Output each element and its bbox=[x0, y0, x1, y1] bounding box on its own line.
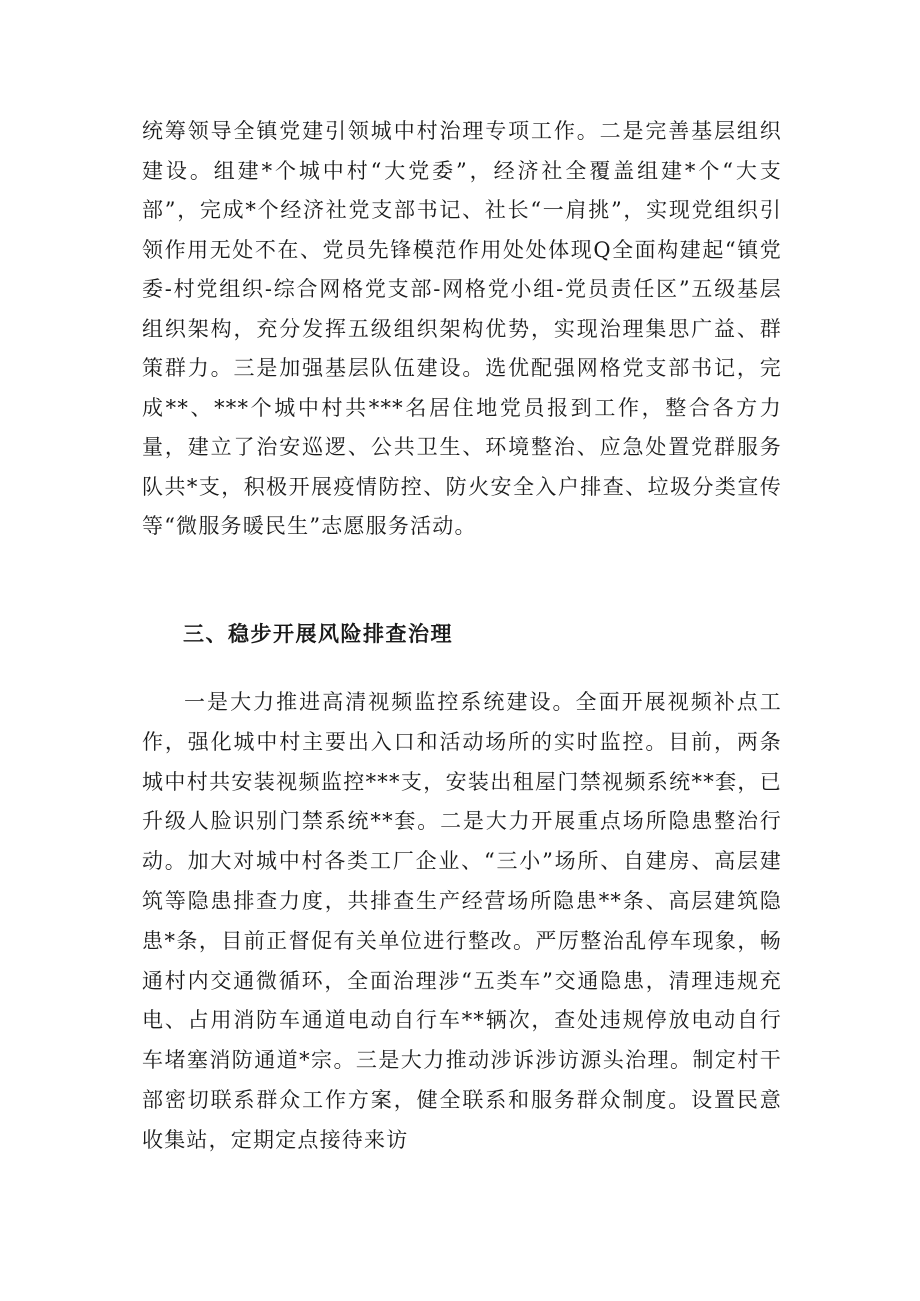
section-heading: 三、稳步开展风险排查治理 bbox=[183, 622, 453, 646]
body-paragraph-1: 统筹领导全镇党建引领城中村治理专项工作。二是完善基层组织建设。组建*个城中村“大党委”，经济社全覆盖组建*个“大支部”，完成*个经济社党支部书记、社长“一肩挑”，实现党组织引领作用无处不在、党员先锋模范作用处处体现Q全面构建起“镇党委-村党组织-综合网格党支部-网格党小组-党员责任区”五级基层组织架构，充分发挥五级组织架构优势，实现治理集思广益、群策群力。三是加强基层队伍建设。选优配强网格党支部书记，完成**、***个城中村共***名居住地党员报到工作，整合各方力量，建立了治安巡逻、公共卫生、环境整治、应急处置党群服务队共*支，积极开展疫情防控、防火安全入户排查、垃圾分类宣传等“微服务暖民生”志愿服务活动。 bbox=[142, 119, 782, 538]
body-paragraph-2: 一是大力推进高清视频监控系统建设。全面开展视频补点工作，强化城中村主要出入口和活动场所的实时监控。目前，两条城中村共安装视频监控***支，安装出租屋门禁视频系统**套，已升级人脸识别门禁系统**套。二是大力开展重点场所隐患整治行动。加大对城中村各类工厂企业、“三小”场所、自建房、高层建筑等隐患排查力度，共排查生产经营场所隐患**条、高层建筑隐患*条，目前正督促有关单位进行整改。严厉整治乱停车现象，畅通村内交通微循环，全面治理涉“五类车”交通隐患，清理违规充电、占用消防车通道电动自行车**辆次，查处违规停放电动自行车堵塞消防通道*宗。三是大力推动涉诉涉访源头治理。制定村干部密切联系群众工作方案，健全联系和服务群众制度。设置民意收集站，定期定点接待来访 bbox=[142, 690, 782, 1152]
